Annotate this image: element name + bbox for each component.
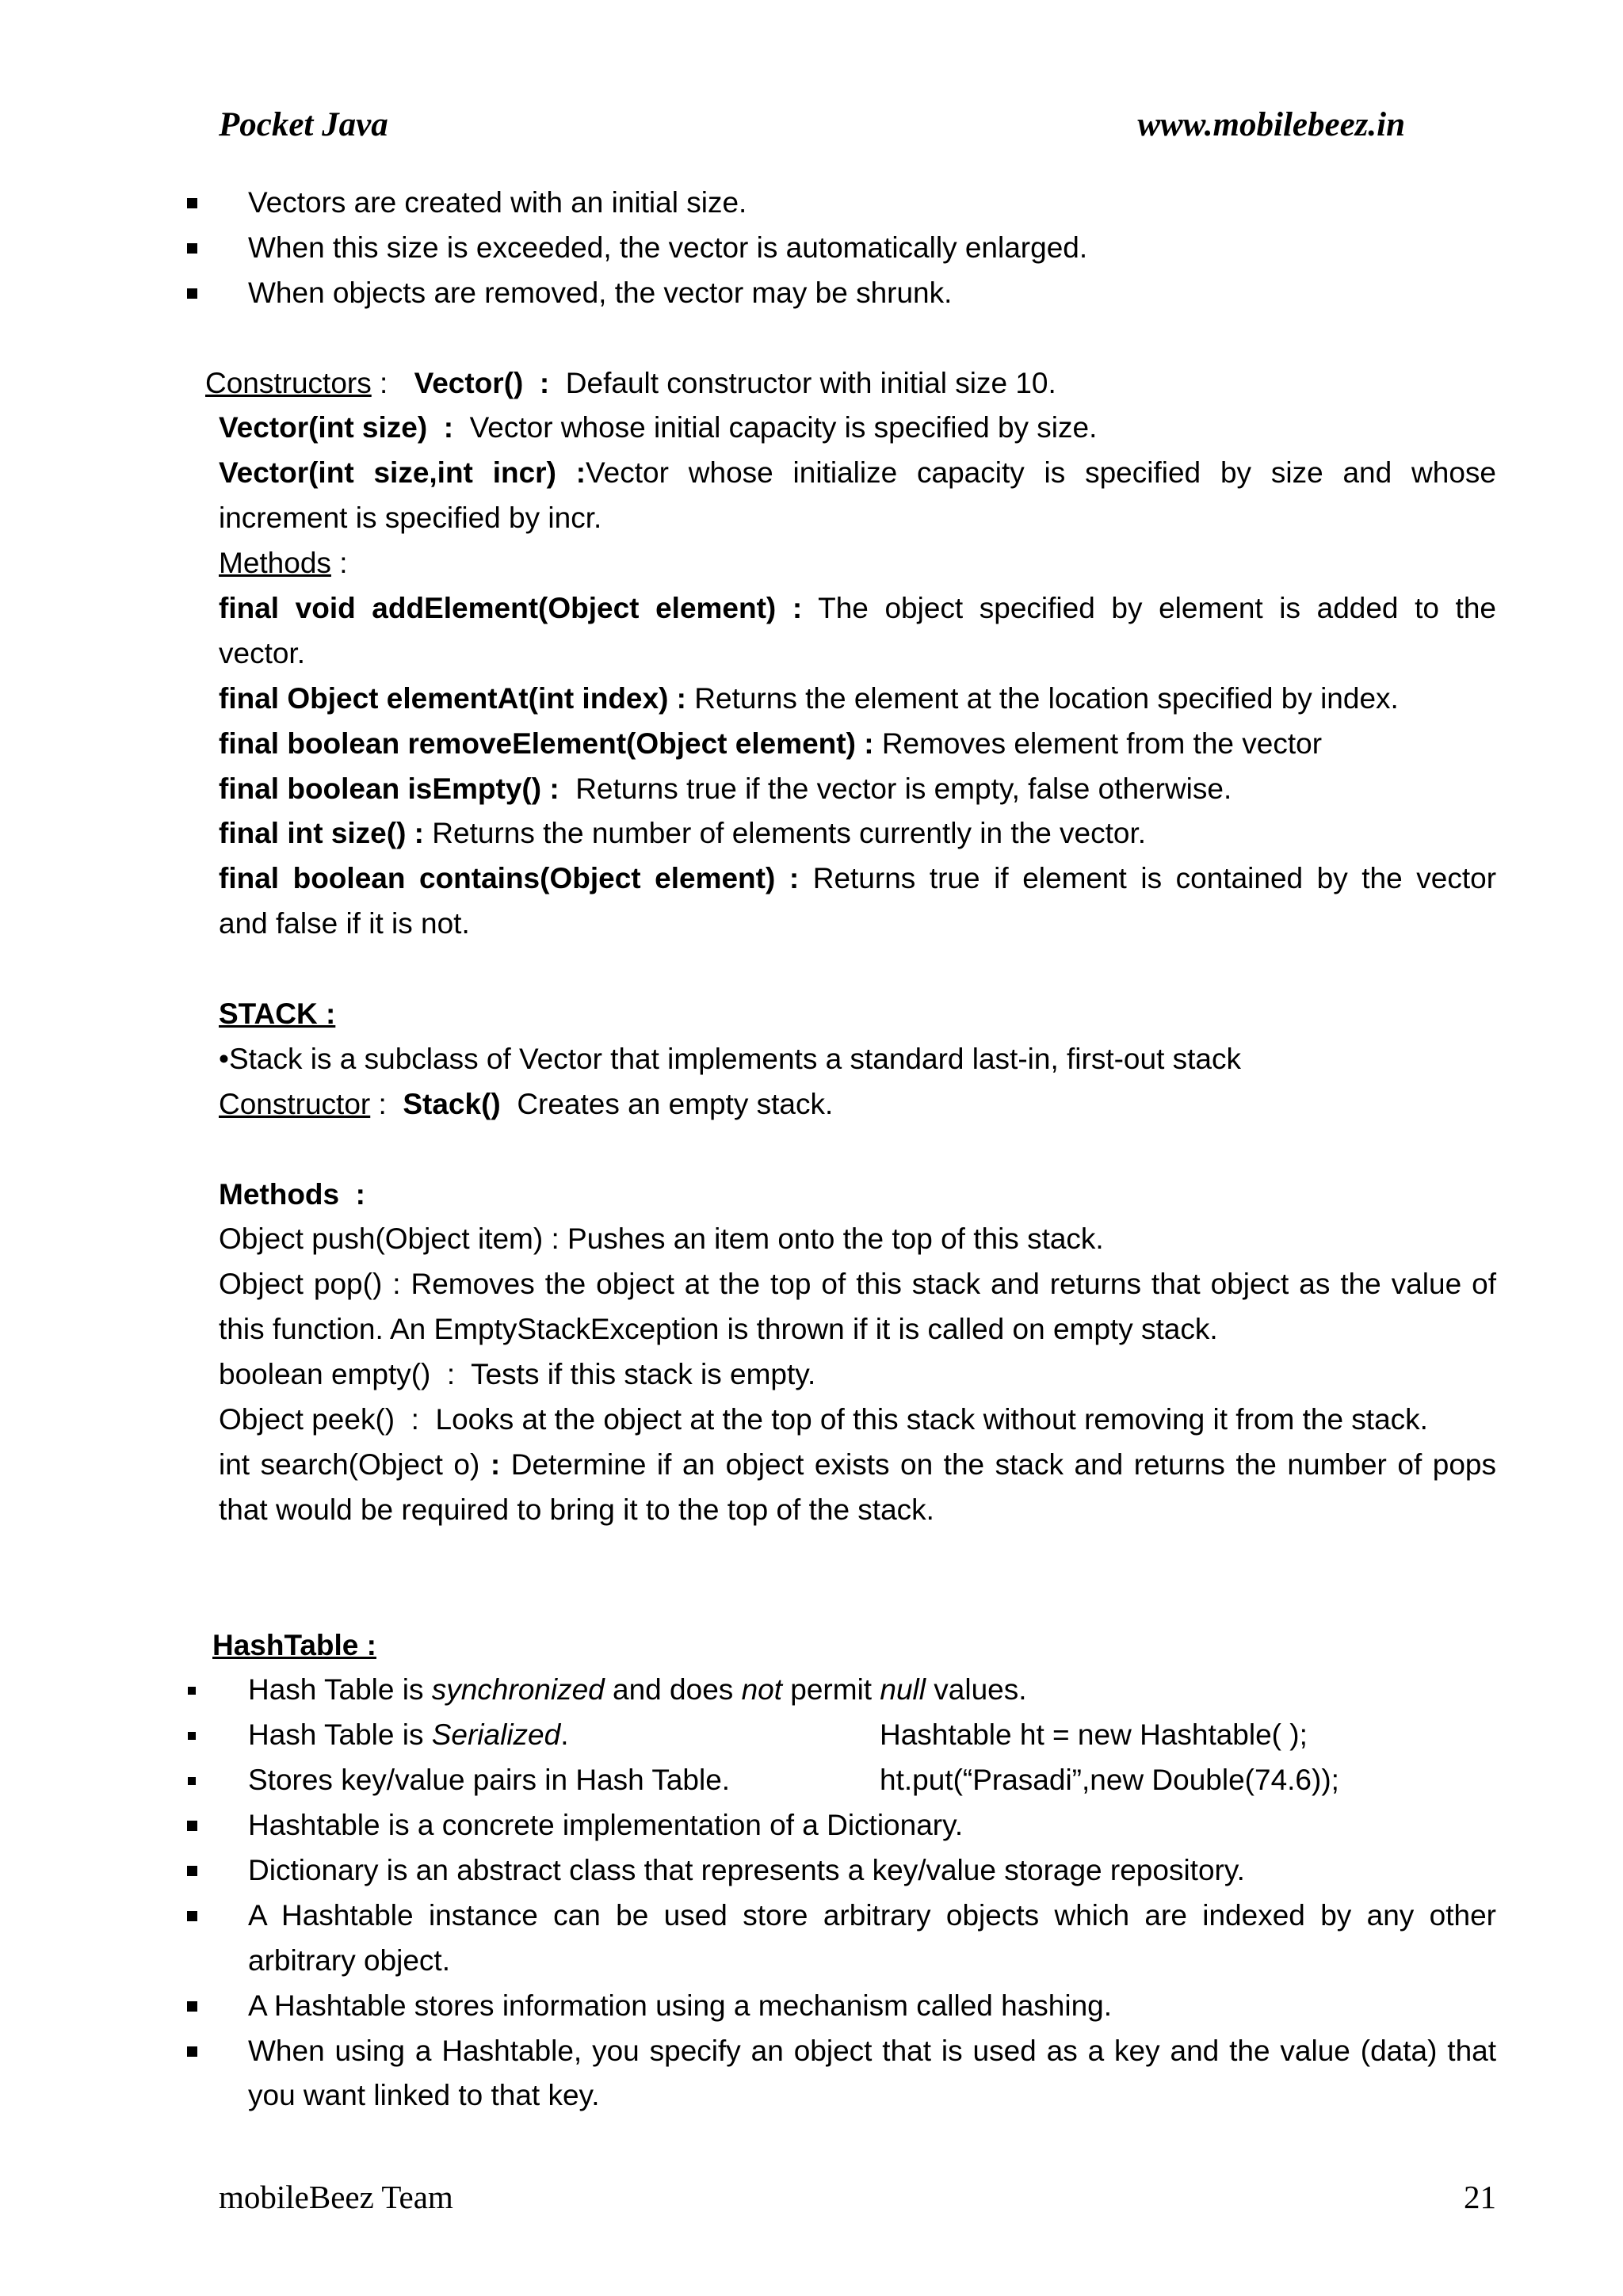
stack-method-line	[219, 1217, 1496, 1262]
bullet-text: .	[560, 1718, 569, 1752]
methods-heading-line	[219, 1173, 1496, 1218]
stack-constructor-line	[219, 1082, 1496, 1127]
method-signature: final int size() :	[219, 817, 424, 850]
square-bullet-icon	[187, 1911, 197, 1921]
method-description: Returns true if the vector is empty, false otherwise.	[575, 772, 1232, 805]
blank-line	[0, 947, 1623, 992]
constructors-label: Constructors	[205, 366, 372, 399]
constructor-signature: Vector(int size) :	[219, 411, 454, 444]
code-example: Hashtable ht = new Hashtable( );	[880, 1718, 1308, 1752]
methods-separator: :	[339, 547, 348, 580]
constructor-line	[219, 406, 1496, 451]
stack-method-line	[219, 1262, 1496, 1307]
stack-method-push: Object push(Object item) : Pushes an item onto the top of this stack.	[219, 1222, 1104, 1256]
bullet-text: Dictionary is an abstract class that represents a key/value storage repository.	[248, 1853, 1245, 1886]
bullet-text: A Hashtable stores information using a mechanism called hashing.	[248, 1989, 1113, 2022]
stack-method-line	[219, 1443, 1496, 1488]
method-description: and false if it is not.	[219, 907, 470, 940]
square-bullet-icon	[188, 1732, 196, 1740]
stack-method-line	[219, 1398, 1496, 1443]
constructor-separator: :	[378, 1087, 387, 1120]
hashtable-bullet	[248, 1984, 1496, 2029]
emphasis-text: null	[880, 1673, 926, 1707]
stack-intro: •Stack is a subclass of Vector that implements a standard last-in, first-out stack	[219, 1042, 1241, 1075]
method-signature: final boolean removeElement(Object element) :	[219, 727, 874, 760]
hashtable-bullet	[248, 1848, 1496, 1894]
stack-method-empty: boolean empty() : Tests if this stack is empty.	[219, 1358, 816, 1391]
method-signature: final Object elementAt(int index) :	[219, 681, 686, 715]
constructor-line	[205, 361, 1496, 406]
vector-bullet	[248, 271, 1496, 316]
constructor-signature: Vector() :	[414, 366, 550, 399]
stack-method-line	[219, 1352, 1496, 1398]
constructor-label: Constructor	[219, 1087, 371, 1120]
method-line	[219, 677, 1496, 722]
method-line	[219, 586, 1496, 631]
method-line	[219, 767, 1496, 812]
stack-method-line-continued	[219, 1307, 1496, 1352]
bullet-text: Stores key/value pairs in Hash Table.	[248, 1764, 731, 1797]
emphasis-text: Serialized	[431, 1718, 561, 1752]
constructor-description: Vector whose initial capacity is specified by size.	[469, 411, 1098, 444]
methods-label-line	[219, 541, 1496, 586]
method-description: Returns true if element is contained by the vector	[812, 862, 1497, 895]
stack-method-pop-continued: this function. An EmptyStackException is thrown if it is called on empty stack.	[219, 1313, 1218, 1346]
constructors-separator: :	[380, 366, 388, 399]
constructor-signature: Stack()	[403, 1087, 501, 1120]
constructor-description: Default constructor with initial size 10.	[565, 366, 1056, 399]
square-bullet-icon	[187, 1866, 197, 1876]
page-number: 21	[1464, 2179, 1496, 2215]
website-url: www.mobilebeez.in	[1137, 106, 1405, 143]
constructor-description: increment is specified by incr.	[219, 502, 602, 535]
constructor-line	[219, 451, 1496, 496]
hashtable-bullet	[248, 1758, 1496, 1803]
blank-line	[0, 1127, 1623, 1173]
bullet-text: Vectors are created with an initial size.	[248, 186, 747, 219]
stack-method-search-signature: int search(Object o)	[219, 1447, 480, 1481]
bullet-text: you want linked to that key.	[248, 2079, 600, 2112]
vector-bullet	[248, 181, 1496, 226]
footer-team: mobileBeez Team	[219, 2179, 453, 2215]
method-description: The object specified by element is added to the	[818, 592, 1496, 625]
square-bullet-icon	[188, 1687, 196, 1695]
bullet-text: Hashtable is a concrete implementation of a Dictionary.	[248, 1809, 964, 1842]
stack-heading: STACK :	[219, 997, 336, 1031]
bullet-text: Hash Table is	[248, 1718, 424, 1752]
method-description: Returns the element at the location specified by index.	[694, 681, 1399, 715]
hashtable-bullet	[248, 1803, 1496, 1848]
section-heading	[219, 992, 1496, 1037]
constructor-description: Vector whose initialize capacity is specified by size and whose	[586, 456, 1496, 490]
blank-line	[0, 316, 1623, 361]
square-bullet-icon	[187, 2001, 197, 2012]
method-signature: final void addElement(Object element) :	[219, 592, 803, 625]
hashtable-heading: HashTable :	[212, 1628, 376, 1661]
hashtable-bullet	[248, 1894, 1496, 1939]
hashtable-bullet-continued	[248, 2073, 1496, 2119]
bullet-text: values.	[934, 1673, 1027, 1707]
method-signature: final boolean isEmpty() :	[219, 772, 559, 805]
hashtable-bullet	[248, 1668, 1496, 1713]
method-description: Returns the number of elements currently in the vector.	[432, 817, 1147, 850]
constructor-line-continued	[219, 496, 1496, 541]
method-line-continued	[219, 631, 1496, 677]
stack-method-line-continued	[219, 1488, 1496, 1533]
method-line	[219, 856, 1496, 902]
hashtable-bullet-continued	[248, 1939, 1496, 1984]
method-description: Removes element from the vector	[881, 727, 1323, 760]
method-signature: final boolean contains(Object element) :	[219, 862, 800, 895]
bullet-text: When this size is exceeded, the vector is automatically enlarged.	[248, 231, 1088, 264]
stack-method-search-colon: :	[490, 1447, 501, 1481]
blank-line	[0, 1533, 1623, 1578]
book-title: Pocket Java	[219, 106, 388, 143]
stack-method-search-continued: that would be required to bring it to the top of the stack.	[219, 1493, 934, 1526]
square-bullet-icon	[187, 243, 197, 254]
hashtable-bullet	[248, 2029, 1496, 2074]
square-bullet-icon	[187, 288, 197, 299]
blank-line	[0, 1578, 1623, 1623]
stack-method-peek: Object peek() : Looks at the object at the top of this stack without removing it from the stack.	[219, 1403, 1428, 1436]
method-line-continued	[219, 902, 1496, 947]
vector-bullet	[248, 226, 1496, 271]
bullet-text: A Hashtable instance can be used store arbitrary objects which are indexed by any other	[248, 1898, 1496, 1932]
methods-label: Methods	[219, 547, 331, 580]
bullet-text: permit	[790, 1673, 873, 1707]
emphasis-text: not	[741, 1673, 782, 1707]
page-content	[0, 181, 1623, 2119]
bullet-text: and does	[613, 1673, 734, 1707]
code-example: ht.put(“Prasadi”,new Double(74.6));	[880, 1764, 1339, 1797]
stack-intro-line	[219, 1037, 1496, 1082]
square-bullet-icon	[187, 2046, 197, 2057]
square-bullet-icon	[188, 1777, 196, 1785]
stack-method-pop: Object pop() : Removes the object at the top of this stack and returns that object as the value of	[219, 1268, 1496, 1301]
method-line	[219, 811, 1496, 856]
method-description: vector.	[219, 636, 305, 669]
square-bullet-icon	[187, 1821, 197, 1831]
square-bullet-icon	[187, 198, 197, 208]
emphasis-text: synchronized	[431, 1673, 605, 1707]
hashtable-bullet	[248, 1713, 1496, 1758]
stack-methods-heading: Methods :	[219, 1177, 365, 1211]
method-line	[219, 722, 1496, 767]
bullet-text: Hash Table is	[248, 1673, 424, 1707]
section-heading	[212, 1623, 1496, 1669]
constructor-description: Creates an empty stack.	[517, 1087, 834, 1120]
bullet-text: When objects are removed, the vector may be shrunk.	[248, 276, 953, 309]
stack-method-search-description: Determine if an object exists on the stack and returns the number of pops	[510, 1447, 1497, 1481]
bullet-text: arbitrary object.	[248, 1943, 450, 1977]
bullet-text: When using a Hashtable, you specify an object that is used as a key and the value (data) that	[248, 2034, 1496, 2067]
constructor-signature: Vector(int size,int incr) :	[219, 456, 586, 490]
